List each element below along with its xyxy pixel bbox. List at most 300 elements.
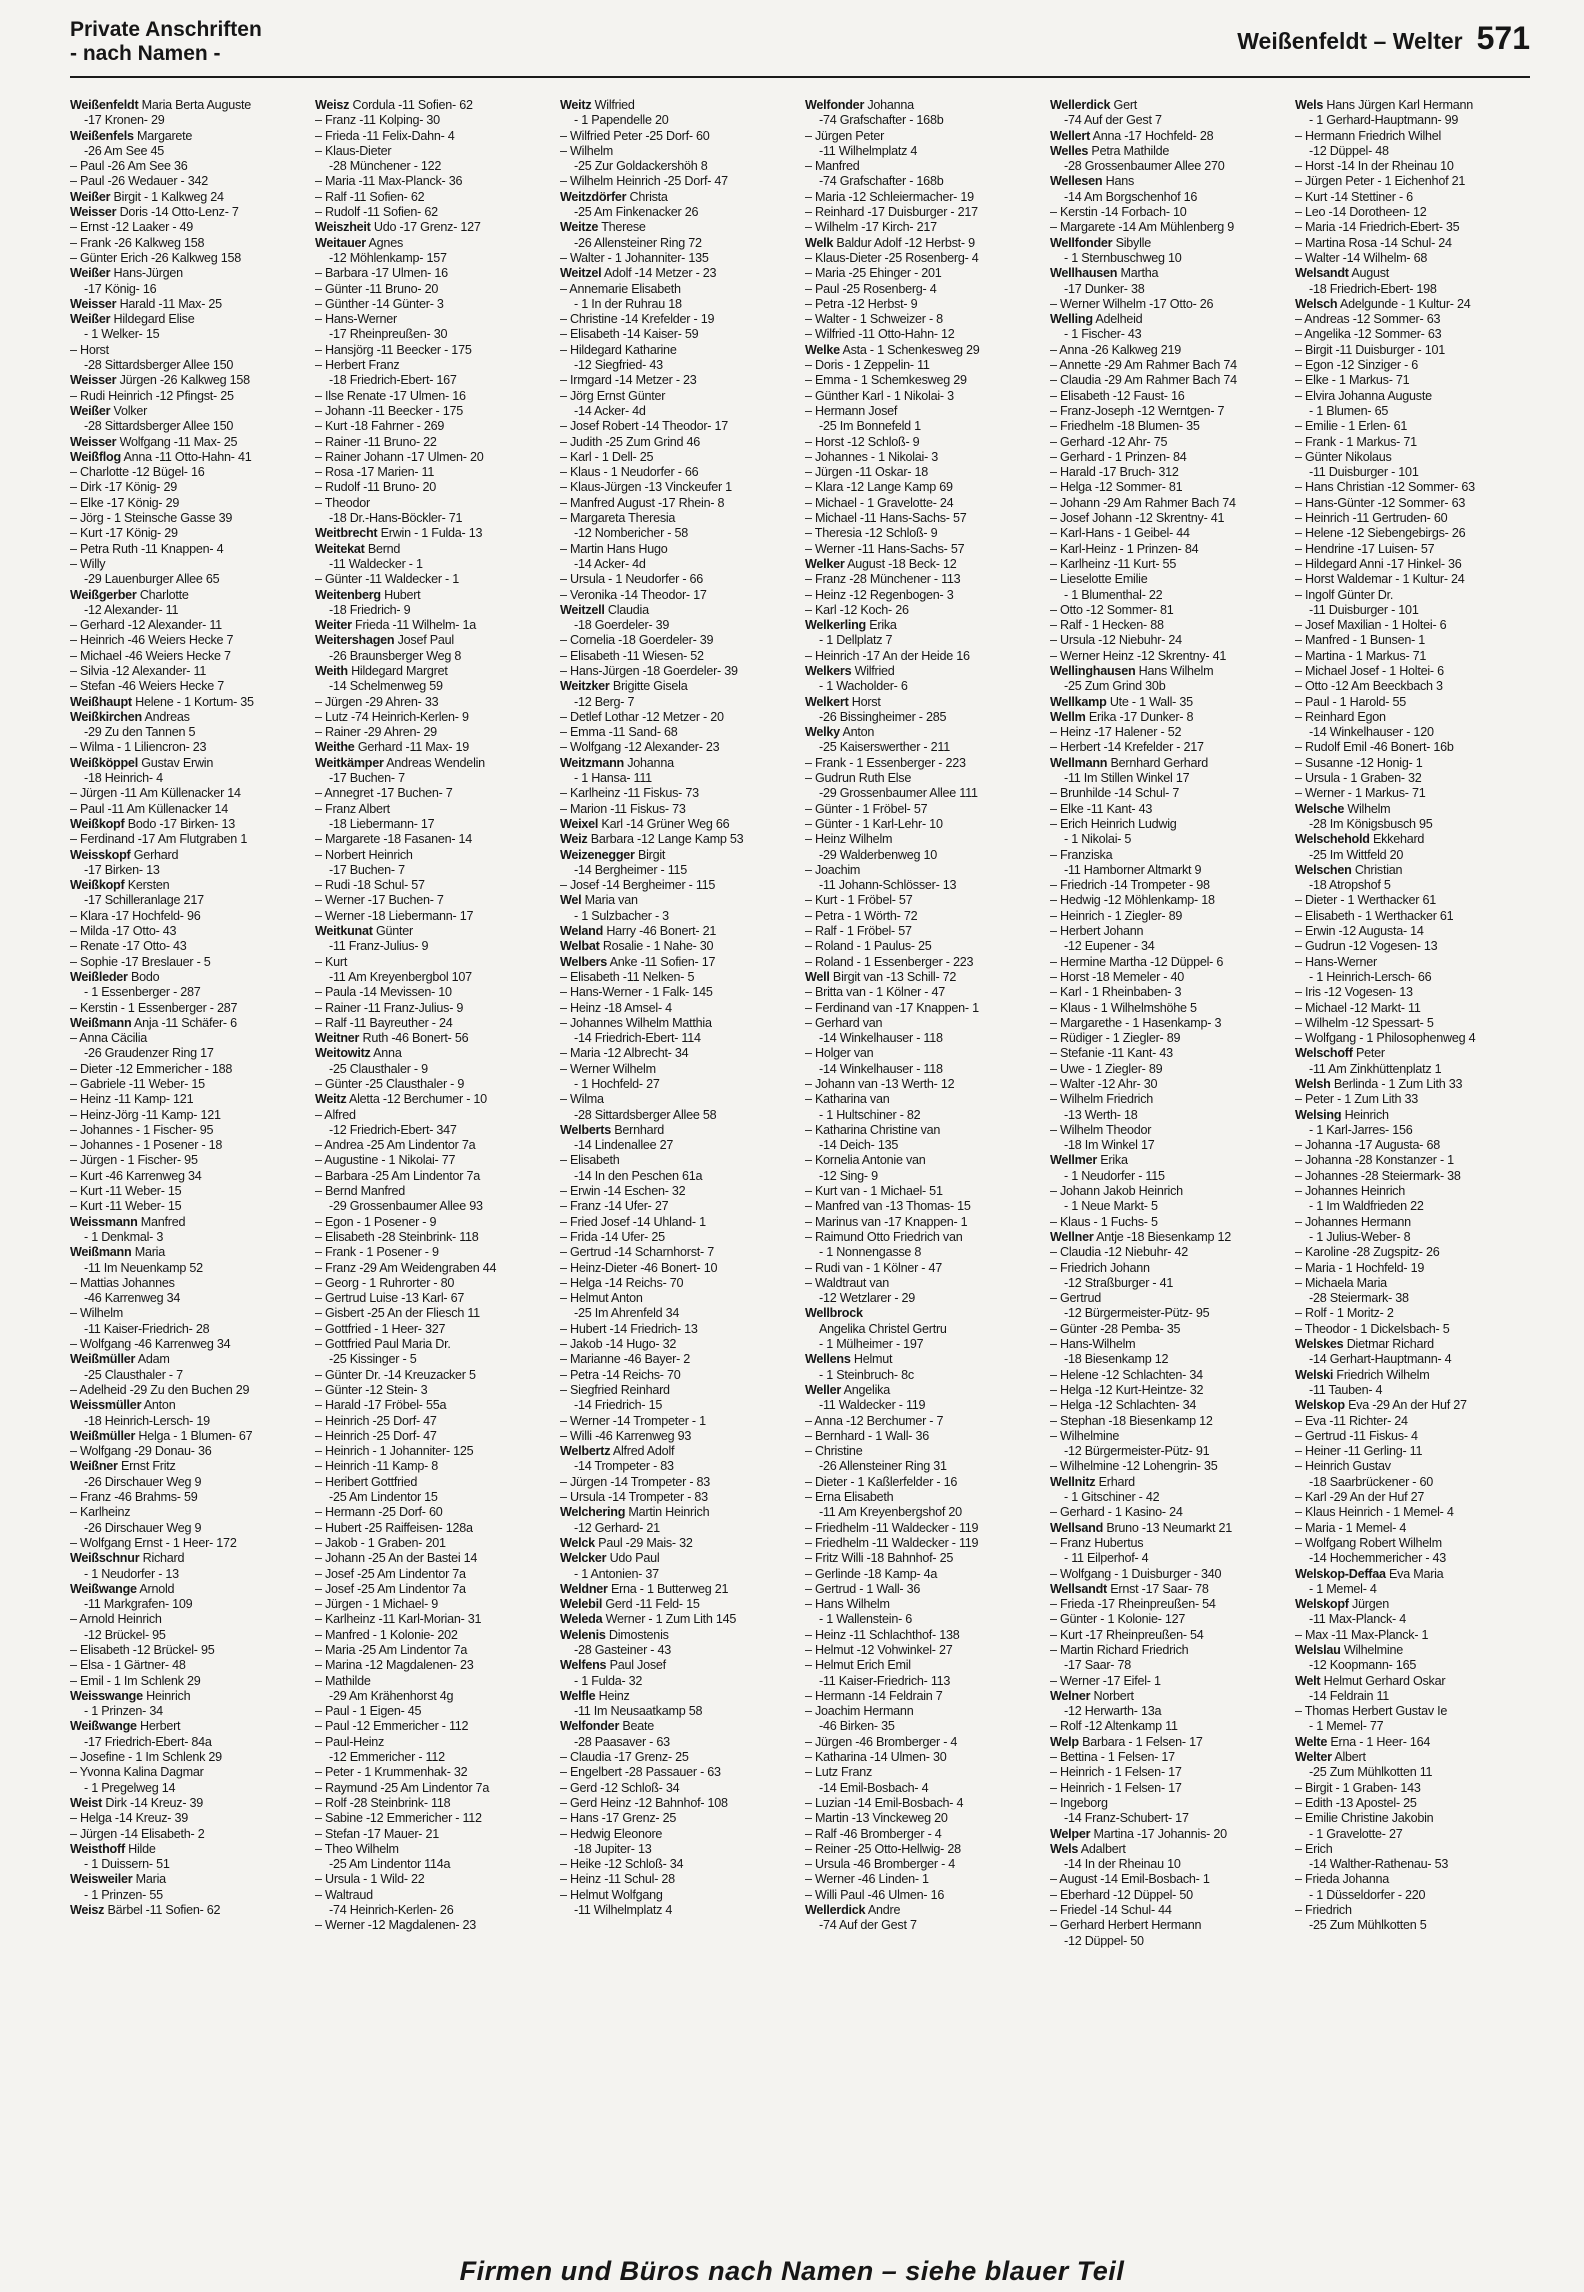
directory-entry xyxy=(805,1811,1040,1826)
entry-text: – Willi Paul -46 Ulmen- 16 xyxy=(805,1887,945,1902)
entry-surname: Welper xyxy=(1050,1826,1091,1841)
directory-entry xyxy=(1050,1046,1285,1061)
directory-entry xyxy=(315,618,550,633)
entry-text: – Franz -11 Kolping- 30 xyxy=(315,113,440,128)
directory-entry xyxy=(70,1199,305,1214)
entry-text: – Josef -14 Bergheimer - 115 xyxy=(560,878,716,893)
directory-entry xyxy=(1050,1643,1285,1658)
directory-entry xyxy=(315,1352,550,1367)
directory-entry xyxy=(315,1781,550,1796)
directory-entry xyxy=(560,1108,795,1123)
directory-entry xyxy=(805,679,1040,694)
directory-entry xyxy=(805,893,1040,908)
entry-surname: Weißmann xyxy=(70,1245,132,1260)
directory-entry xyxy=(805,282,1040,297)
directory-entry xyxy=(70,955,305,970)
entry-text: – Josef Maxilian - 1 Holtei- 6 xyxy=(1295,618,1447,633)
entry-text: -25 Zum Grind 30b xyxy=(1064,679,1166,694)
entry-text: – Hermann Josef xyxy=(805,403,898,418)
entry-text: – Rolf -28 Steinbrink- 118 xyxy=(315,1795,451,1810)
entry-text: – Norbert Heinrich xyxy=(315,847,413,862)
entry-text: – Frank - 1 Essenberger - 223 xyxy=(805,755,966,770)
directory-entry xyxy=(560,1582,795,1597)
entry-text: – Claudia -29 Am Rahmer Bach 74 xyxy=(1050,373,1237,388)
directory-entry xyxy=(1295,832,1530,847)
entry-text: Norbert xyxy=(1093,1688,1134,1703)
entry-text: - 11 Eilperhof- 4 xyxy=(1064,1551,1149,1566)
directory-entry xyxy=(1295,496,1530,511)
entry-text: – Anna Cäcilia xyxy=(70,1031,148,1046)
entry-text: – Manfred August -17 Rhein- 8 xyxy=(560,495,725,510)
entry-surname: Welbers xyxy=(560,954,608,969)
directory-entry xyxy=(1295,649,1530,664)
entry-text: Bodo -17 Birken- 13 xyxy=(127,816,235,831)
directory-entry xyxy=(70,1781,305,1796)
directory-entry xyxy=(70,924,305,939)
entry-text: -12 Siegfried- 43 xyxy=(574,358,663,373)
entry-text: Andreas xyxy=(144,709,190,724)
entry-text: – Günter -12 Stein- 3 xyxy=(315,1382,428,1397)
directory-entry xyxy=(805,343,1040,358)
entry-text: – Britta van - 1 Kölner - 47 xyxy=(805,985,945,1000)
directory-entry xyxy=(1295,771,1530,786)
running-head xyxy=(1237,20,1530,59)
directory-entry xyxy=(1295,1674,1530,1689)
entry-surname: Welky xyxy=(805,725,840,740)
directory-entry xyxy=(70,664,305,679)
entry-text: -11 Im Stillen Winkel 17 xyxy=(1064,771,1190,786)
entry-text: – Helga -14 Reichs- 70 xyxy=(560,1275,684,1290)
entry-text: - 1 Julius-Weber- 8 xyxy=(1309,1229,1411,1244)
entry-text: – Katharina Christine van xyxy=(805,1122,941,1137)
directory-entry xyxy=(315,756,550,771)
directory-entry xyxy=(1295,1108,1530,1123)
directory-entry xyxy=(560,756,795,771)
directory-entry xyxy=(1295,1689,1530,1704)
entry-text: – Horst Waldemar - 1 Kultur- 24 xyxy=(1295,572,1465,587)
directory-entry xyxy=(70,893,305,908)
directory-entry xyxy=(805,542,1040,557)
directory-entry xyxy=(1050,618,1285,633)
directory-entry xyxy=(70,480,305,495)
entry-text: Bärbel -11 Sofien- 62 xyxy=(107,1903,221,1918)
directory-entry xyxy=(1295,572,1530,587)
directory-entry xyxy=(560,450,795,465)
entry-text: Helmut xyxy=(853,1352,893,1367)
directory-entry xyxy=(560,205,795,220)
entry-surname: Weith xyxy=(315,663,348,678)
directory-entry xyxy=(315,695,550,710)
directory-entry xyxy=(1295,542,1530,557)
entry-text: - 1 Wallenstein- 6 xyxy=(819,1612,913,1627)
directory-entry xyxy=(315,740,550,755)
entry-text: – Günter - 1 Karl-Lehr- 10 xyxy=(805,816,943,831)
entry-text: -17 Friedrich-Ebert- 84a xyxy=(84,1734,212,1749)
directory-entry xyxy=(70,496,305,511)
entry-text: -17 Birken- 13 xyxy=(84,862,160,877)
entry-surname: Weißmüller xyxy=(70,1352,136,1367)
directory-entry xyxy=(1295,1016,1530,1031)
directory-entry xyxy=(1295,633,1530,648)
directory-entry xyxy=(315,1567,550,1582)
directory-entry xyxy=(560,1322,795,1337)
entry-text: -11 Waldecker - 119 xyxy=(819,1398,926,1413)
entry-text: - 1 Steinbruch- 8c xyxy=(819,1367,914,1382)
directory-entry xyxy=(1295,1658,1530,1673)
entry-text: -12 Gerhard- 21 xyxy=(574,1520,660,1535)
entry-text: -11 Tauben- 4 xyxy=(1309,1382,1383,1397)
entry-text: Wilhelm xyxy=(1347,801,1391,816)
entry-text: Barbara -12 Lange Kamp 53 xyxy=(590,832,744,847)
entry-text: -26 Graudenzer Ring 17 xyxy=(84,1046,214,1061)
directory-entry xyxy=(1295,1475,1530,1490)
entry-text: – Andreas -12 Sommer- 63 xyxy=(1295,312,1441,327)
entry-text: – Werner -46 Linden- 1 xyxy=(805,1872,929,1887)
entry-text: -11 Waldecker - 1 xyxy=(329,556,423,571)
directory-entry xyxy=(1295,389,1530,404)
entry-text: – Günter -11 Bruno- 20 xyxy=(315,281,439,296)
directory-entry xyxy=(805,1796,1040,1811)
entry-text: – Ralf - 1 Hecken- 88 xyxy=(1050,618,1164,633)
entry-text: -18 Goerdeler- 39 xyxy=(574,618,670,633)
directory-entry xyxy=(805,1276,1040,1291)
entry-text: – Christine -14 Krefelder - 19 xyxy=(560,312,715,327)
entry-text: – Wolfgang -12 Alexander- 23 xyxy=(560,740,720,755)
entry-text: Adolf -14 Metzer - 23 xyxy=(603,266,717,281)
entry-text: – Margarete -14 Am Mühlenberg 9 xyxy=(1050,220,1235,235)
directory-entry xyxy=(560,649,795,664)
entry-text: Hildegard Margret xyxy=(351,663,448,678)
directory-entry xyxy=(70,159,305,174)
entry-text: – Peter - 1 Krummenhak- 32 xyxy=(315,1765,468,1780)
directory-entry xyxy=(315,282,550,297)
directory-entry xyxy=(805,725,1040,740)
directory-entry xyxy=(805,1046,1040,1061)
entry-surname: Weleda xyxy=(560,1612,603,1627)
directory-entry xyxy=(315,1551,550,1566)
entry-text: August xyxy=(1351,266,1390,281)
directory-entry xyxy=(1050,1551,1285,1566)
directory-entry xyxy=(70,343,305,358)
entry-text: – Hans Wilhelm xyxy=(805,1597,890,1612)
directory-entry xyxy=(560,1215,795,1230)
directory-entry xyxy=(70,1001,305,1016)
directory-entry xyxy=(1295,817,1530,832)
entry-text: - 1 Neudorfer - 13 xyxy=(84,1566,179,1581)
entry-text: – Werner -17 Eifel- 1 xyxy=(1050,1673,1161,1688)
directory-entry xyxy=(1295,955,1530,970)
directory-entry xyxy=(70,771,305,786)
directory-entry xyxy=(315,1827,550,1842)
entry-text: -26 Dirschauer Weg 9 xyxy=(84,1520,202,1535)
entry-text: - 1 Antonien- 37 xyxy=(574,1566,659,1581)
entry-text: Volker xyxy=(113,403,148,418)
directory-entry xyxy=(315,1016,550,1031)
directory-entry xyxy=(560,1245,795,1260)
directory-entry xyxy=(560,1337,795,1352)
entry-surname: Weldner xyxy=(560,1581,608,1596)
directory-entry xyxy=(70,1230,305,1245)
entry-text: – Edith -13 Apostel- 25 xyxy=(1295,1795,1417,1810)
directory-entry xyxy=(805,970,1040,985)
column-3 xyxy=(560,98,795,2250)
directory-entry xyxy=(805,419,1040,434)
directory-entry xyxy=(70,1138,305,1153)
entry-surname: Weitauer xyxy=(315,235,366,250)
directory-entry xyxy=(1050,786,1285,801)
directory-entry xyxy=(70,358,305,373)
entry-text: – Werner -17 Buchen- 7 xyxy=(315,893,444,908)
entry-text: – Hans-Jürgen -18 Goerdeler- 39 xyxy=(560,663,738,678)
entry-text: Maria xyxy=(135,1872,166,1887)
entry-surname: Welfens xyxy=(560,1658,607,1673)
directory-entry xyxy=(315,1153,550,1168)
directory-entry xyxy=(1295,113,1530,128)
directory-entry xyxy=(805,756,1040,771)
entry-text: Albert xyxy=(1334,1750,1366,1765)
entry-text: – Frieda -17 Rheinpreußen- 54 xyxy=(1050,1597,1216,1612)
directory-entry xyxy=(1295,848,1530,863)
directory-entry xyxy=(315,1674,550,1689)
directory-entry xyxy=(315,98,550,113)
directory-entry xyxy=(315,1872,550,1887)
directory-entry xyxy=(70,1551,305,1566)
entry-text: -14 Winkelhauser - 120 xyxy=(1309,725,1434,740)
directory-entry xyxy=(560,129,795,144)
entry-text: -14 Am Borgschenhof 16 xyxy=(1064,189,1198,204)
entry-surname: Weitzmann xyxy=(560,755,624,770)
directory-entry xyxy=(1295,511,1530,526)
entry-text: – Günter -25 Clausthaler - 9 xyxy=(315,1077,465,1091)
section-title xyxy=(70,18,262,66)
directory-entry xyxy=(560,588,795,603)
directory-entry xyxy=(805,480,1040,495)
entry-text: – Rosa -17 Marien- 11 xyxy=(315,465,435,480)
directory-entry xyxy=(70,1153,305,1168)
directory-entry xyxy=(1050,1001,1285,1016)
entry-surname: Wellerdick xyxy=(805,1903,866,1918)
directory-entry xyxy=(805,1689,1040,1704)
entry-text: -14 Franz-Schubert- 17 xyxy=(1064,1811,1189,1826)
directory-entry xyxy=(1050,312,1285,327)
directory-entry xyxy=(1050,1077,1285,1092)
directory-entry xyxy=(560,1475,795,1490)
directory-entry xyxy=(560,1016,795,1031)
entry-text: -12 Herwarth- 13a xyxy=(1064,1704,1162,1719)
directory-entry xyxy=(1050,1153,1285,1168)
directory-entry xyxy=(315,1276,550,1291)
directory-entry xyxy=(70,1628,305,1643)
entry-text: – Günter Nikolaus xyxy=(1295,449,1392,464)
entry-text: – Lutz -74 Heinrich-Kerlen- 9 xyxy=(315,709,469,724)
entry-text: Hubert xyxy=(384,587,421,602)
directory-entry xyxy=(560,802,795,817)
directory-entry xyxy=(560,159,795,174)
entry-text: -25 Im Bonnefeld 1 xyxy=(819,419,921,434)
entry-surname: Weißflog xyxy=(70,449,121,464)
directory-entry xyxy=(805,389,1040,404)
directory-entry xyxy=(1295,1337,1530,1352)
directory-entry xyxy=(805,1475,1040,1490)
entry-text: -74 Grafschafter - 168b xyxy=(819,174,944,189)
entry-text: Anna xyxy=(373,1046,402,1061)
directory-entry xyxy=(1050,144,1285,159)
entry-text: – Karlheinz xyxy=(70,1505,131,1520)
directory-entry xyxy=(560,1383,795,1398)
directory-entry xyxy=(315,1628,550,1643)
entry-text: -11 Kaiser-Friedrich- 28 xyxy=(84,1321,210,1336)
directory-entry xyxy=(1050,955,1285,970)
directory-entry xyxy=(560,863,795,878)
entry-text: -74 Grafschafter - 168b xyxy=(819,113,944,128)
entry-text: – Karl -29 An der Huf 27 xyxy=(1295,1490,1425,1505)
entry-text: – Kerstin - 1 Essenberger - 287 xyxy=(70,1000,238,1015)
directory-entry xyxy=(1050,572,1285,587)
directory-entry xyxy=(1050,282,1285,297)
entry-surname: Weißgerber xyxy=(70,587,137,602)
directory-entry xyxy=(805,1842,1040,1857)
entry-text: Paul Josef xyxy=(609,1658,666,1673)
directory-entry xyxy=(315,389,550,404)
entry-text: – Hermann -14 Feldrain 7 xyxy=(805,1688,943,1703)
entry-text: Aletta -12 Berchumer - 10 xyxy=(348,1092,487,1107)
directory-entry xyxy=(1050,1169,1285,1184)
directory-entry xyxy=(1050,1322,1285,1337)
entry-text: -74 Auf der Gest 7 xyxy=(819,1918,917,1933)
directory-entry xyxy=(315,205,550,220)
directory-entry xyxy=(315,832,550,847)
entry-text: – Paul -26 Am See 36 xyxy=(70,159,188,174)
directory-entry xyxy=(1050,1536,1285,1551)
entry-text: – Margareta Theresia xyxy=(560,511,676,526)
entry-text: -17 König- 16 xyxy=(84,281,157,296)
entry-text: Maria van xyxy=(584,893,638,908)
entry-text: – Reinhard -17 Duisburger - 217 xyxy=(805,205,978,220)
entry-text: – Johann Jakob Heinrich xyxy=(1050,1184,1183,1199)
directory-entry xyxy=(1050,1567,1285,1582)
entry-text: – Egon - 1 Posener - 9 xyxy=(315,1214,437,1229)
directory-entry xyxy=(315,878,550,893)
entry-text: Dietmar Richard xyxy=(1346,1337,1434,1352)
directory-entry xyxy=(560,985,795,1000)
directory-entry xyxy=(805,98,1040,113)
entry-text: -25 Clausthaler - 9 xyxy=(329,1061,428,1076)
entry-text: – Ursula - 1 Wild- 22 xyxy=(315,1872,425,1887)
directory-entry xyxy=(560,1123,795,1138)
entry-text: Martina -17 Johannis- 20 xyxy=(1093,1826,1227,1841)
directory-entry xyxy=(560,1291,795,1306)
entry-text: – Milda -17 Otto- 43 xyxy=(70,924,177,939)
entry-text: -25 Am Lindentor 114a xyxy=(329,1857,451,1872)
entry-text: – Wilma xyxy=(560,1092,604,1107)
directory-entry xyxy=(315,909,550,924)
entry-text: – Hans -17 Grenz- 25 xyxy=(560,1811,677,1826)
directory-entry xyxy=(70,526,305,541)
entry-text: -14 Walther-Rathenau- 53 xyxy=(1309,1857,1449,1872)
directory-entry xyxy=(560,771,795,786)
directory-entry xyxy=(1050,1582,1285,1597)
entry-text: – Wilfried Peter -25 Dorf- 60 xyxy=(560,128,710,143)
entry-text: – Paul -11 Am Küllenacker 14 xyxy=(70,801,228,816)
entry-surname: Welker xyxy=(805,556,845,571)
entry-text: – Michael Josef - 1 Holtei- 6 xyxy=(1295,663,1444,678)
entry-text: – Kurt -11 Weber- 15 xyxy=(70,1184,182,1199)
entry-text: – Helene -12 Siebengebirgs- 26 xyxy=(1295,526,1466,541)
directory-entry xyxy=(805,1169,1040,1184)
entry-text: – Gertrud -14 Scharnhorst- 7 xyxy=(560,1245,714,1260)
entry-text: – Judith -25 Zum Grind 46 xyxy=(560,434,701,449)
directory-entry xyxy=(1295,1398,1530,1413)
entry-text: – Johannes - 1 Nikolai- 3 xyxy=(805,449,939,464)
directory-entry xyxy=(70,251,305,266)
directory-entry xyxy=(1295,343,1530,358)
directory-entry xyxy=(805,1230,1040,1245)
entry-text: – Hubert -25 Raiffeisen- 128a xyxy=(315,1520,473,1535)
entry-text: – Wilhelm -12 Spessart- 5 xyxy=(1295,1015,1434,1030)
directory-entry xyxy=(315,1368,550,1383)
directory-entry xyxy=(70,1888,305,1903)
entry-text: -11 Am Kreyenbergbol 107 xyxy=(329,969,472,984)
entry-text: – Heiner -11 Gerling- 11 xyxy=(1295,1444,1423,1459)
directory-entry xyxy=(1295,1444,1530,1459)
directory-entry xyxy=(70,802,305,817)
entry-text: – Ursula -12 Niebuhr- 24 xyxy=(1050,633,1182,648)
entry-text: – Emilie - 1 Erlen- 61 xyxy=(1295,419,1408,434)
directory-entry xyxy=(1050,1704,1285,1719)
entry-text: Adelheid xyxy=(1095,312,1143,327)
directory-entry xyxy=(1050,1092,1285,1107)
entry-surname: Weitz xyxy=(315,1092,347,1107)
entry-text: – Johanna -28 Konstanzer - 1 xyxy=(1295,1153,1454,1168)
entry-text: Arnold xyxy=(139,1581,175,1596)
entry-text: -18 Biesenkamp 12 xyxy=(1064,1352,1169,1367)
directory-entry xyxy=(805,557,1040,572)
directory-entry xyxy=(805,924,1040,939)
entry-surname: Weißleder xyxy=(70,969,128,984)
directory-entry xyxy=(805,1215,1040,1230)
entry-surname: Welkert xyxy=(805,694,849,709)
directory-entry xyxy=(560,404,795,419)
directory-entry xyxy=(1295,802,1530,817)
entry-text: -12 Straßburger - 41 xyxy=(1064,1275,1174,1290)
entry-text: – Helga -12 Sommer- 81 xyxy=(1050,480,1183,495)
entry-text: -18 Liebermann- 17 xyxy=(329,816,435,831)
entry-text: -17 Buchen- 7 xyxy=(329,862,405,877)
directory-entry xyxy=(70,1337,305,1352)
entry-text: – August -14 Emil-Bosbach- 1 xyxy=(1050,1872,1210,1887)
directory-entry xyxy=(1050,1215,1285,1230)
entry-text: - 1 In der Ruhrau 18 xyxy=(574,296,682,311)
directory-entry xyxy=(70,98,305,113)
entry-text: – Franz Hubertus xyxy=(1050,1535,1144,1550)
directory-entry xyxy=(805,771,1040,786)
directory-entry xyxy=(315,450,550,465)
entry-text: – Hans-Günter -12 Sommer- 63 xyxy=(1295,495,1466,510)
directory-entry xyxy=(805,1199,1040,1214)
entry-surname: Weisser xyxy=(70,205,117,220)
directory-entry xyxy=(1295,786,1530,801)
directory-entry xyxy=(1050,1888,1285,1903)
entry-text: Wilfried xyxy=(854,663,895,678)
entry-text: Harry -46 Bonert- 21 xyxy=(606,924,717,939)
directory-entry xyxy=(70,679,305,694)
directory-entry xyxy=(805,205,1040,220)
entry-text: – Karl-Heinz - 1 Prinzen- 84 xyxy=(1050,541,1199,556)
directory-entry xyxy=(315,419,550,434)
entry-text: -12 Düppel- 50 xyxy=(1064,1933,1144,1948)
entry-text: - 1 Memel- 4 xyxy=(1309,1581,1377,1596)
entry-text: – Karoline -28 Zugspitz- 26 xyxy=(1295,1245,1440,1260)
